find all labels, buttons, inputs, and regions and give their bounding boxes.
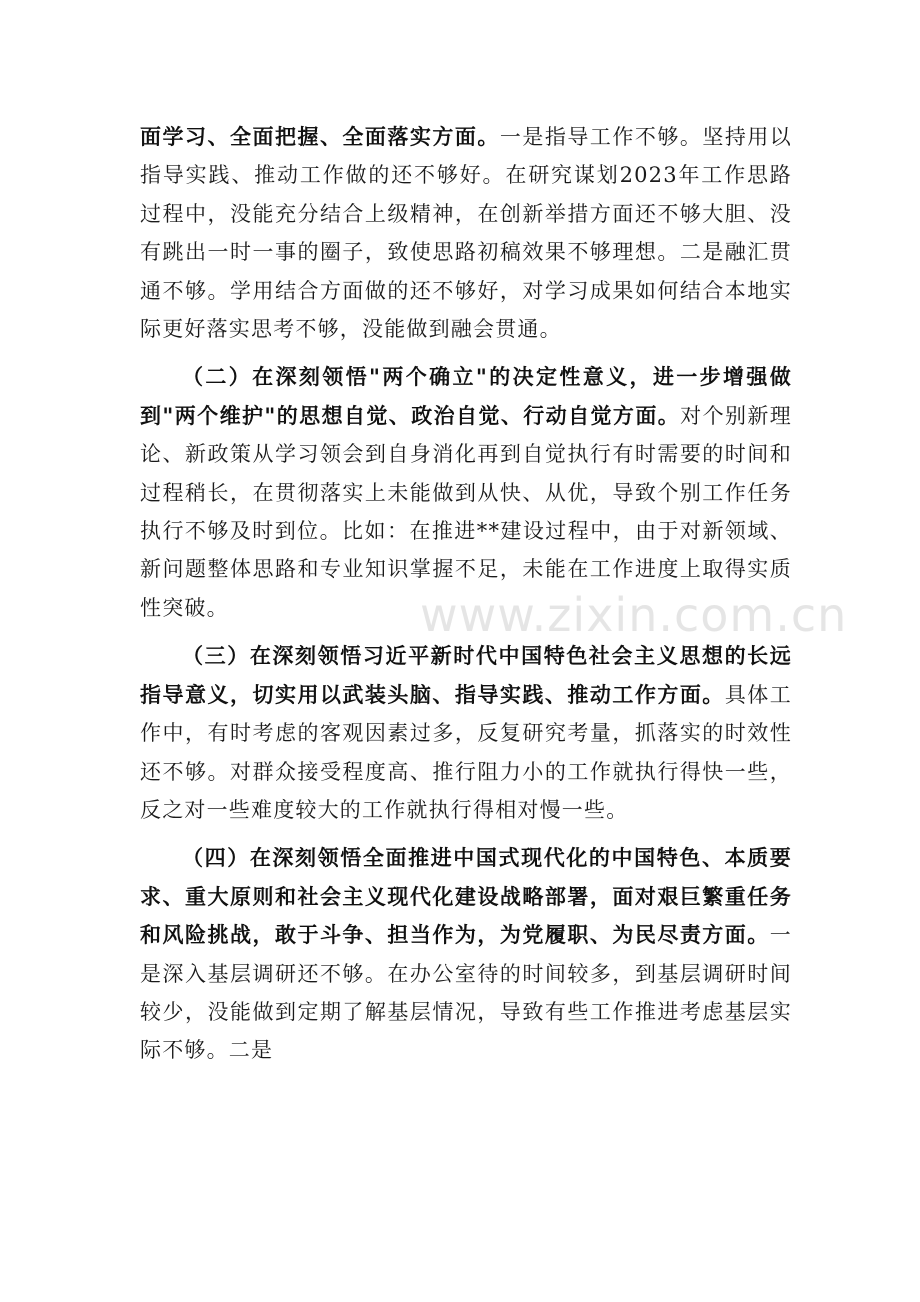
paragraph-4-bold: （四）在深刻领悟全面推进中国式现代化的中国特色、本质要求、重大原则和社会主义现代化建设战略部署，面对艰巨繁重任务和风险挑战，敢于斗争、担当作为，为党履职、为民尽责方面。 [140,845,792,948]
paragraph-4-text: 一是深入基层调研还不够。在办公室待的时间较多，到基层调研时间较少，没能做到定期了解基层情况，导致有些工作推进考虑基层实际不够。二是 [140,923,792,1063]
paragraph-2-text: 对个别新理论、新政策从学习领会到自身消化再到自觉执行有时需要的时间和过程稍长，在贯彻落实上未能做到从快、从优，导致个别工作任务执行不够及时到位。比如：在推进**建设过程中，由于对新领域、新问题整体思路和专业知识掌握不足，未能在工作进度上取得实质性突破。 [140,403,792,620]
paragraph-1-bold: 面学习、全面把握、全面落实方面。 [140,124,500,149]
paragraph-3 [140,637,792,829]
paragraph-4 [140,839,792,1069]
paragraph-3-text: 具体工作中，有时考虑的客观因素过多，反复研究考量，抓落实的时效性还不够。对群众接受程度高、推行阻力小的工作就执行得快一些，反之对一些难度较大的工作就执行得相对慢一些。 [140,682,792,822]
paragraph-3-bold: （三）在深刻领悟习近平新时代中国特色社会主义思想的长远指导意义，切实用以武装头脑、指导实践、推动工作方面。 [140,643,792,707]
paragraph-2 [140,358,792,627]
paragraph-1 [140,118,792,348]
document-body [140,118,792,1070]
paragraph-1-text: 一是指导工作不够。坚持用以指导实践、推动工作做的还不够好。在研究谋划2023年工作思路过程中，没能充分结合上级精神，在创新举措方面还不够大胆、没有跳出一时一事的圈子，致使思路初稿效果不够理想。二是融汇贯通不够。学用结合方面做的还不够好，对学习成果如何结合本地实际更好落实思考不够，没能做到融会贯通。 [140,125,792,342]
watermark-text: www.zixin.com.cn [420,588,848,642]
paragraph-2-bold: （二）在深刻领悟"两个确立"的决定性意义，进一步增强做到"两个维护"的思想自觉、政治自觉、行动自觉方面。 [140,364,792,428]
